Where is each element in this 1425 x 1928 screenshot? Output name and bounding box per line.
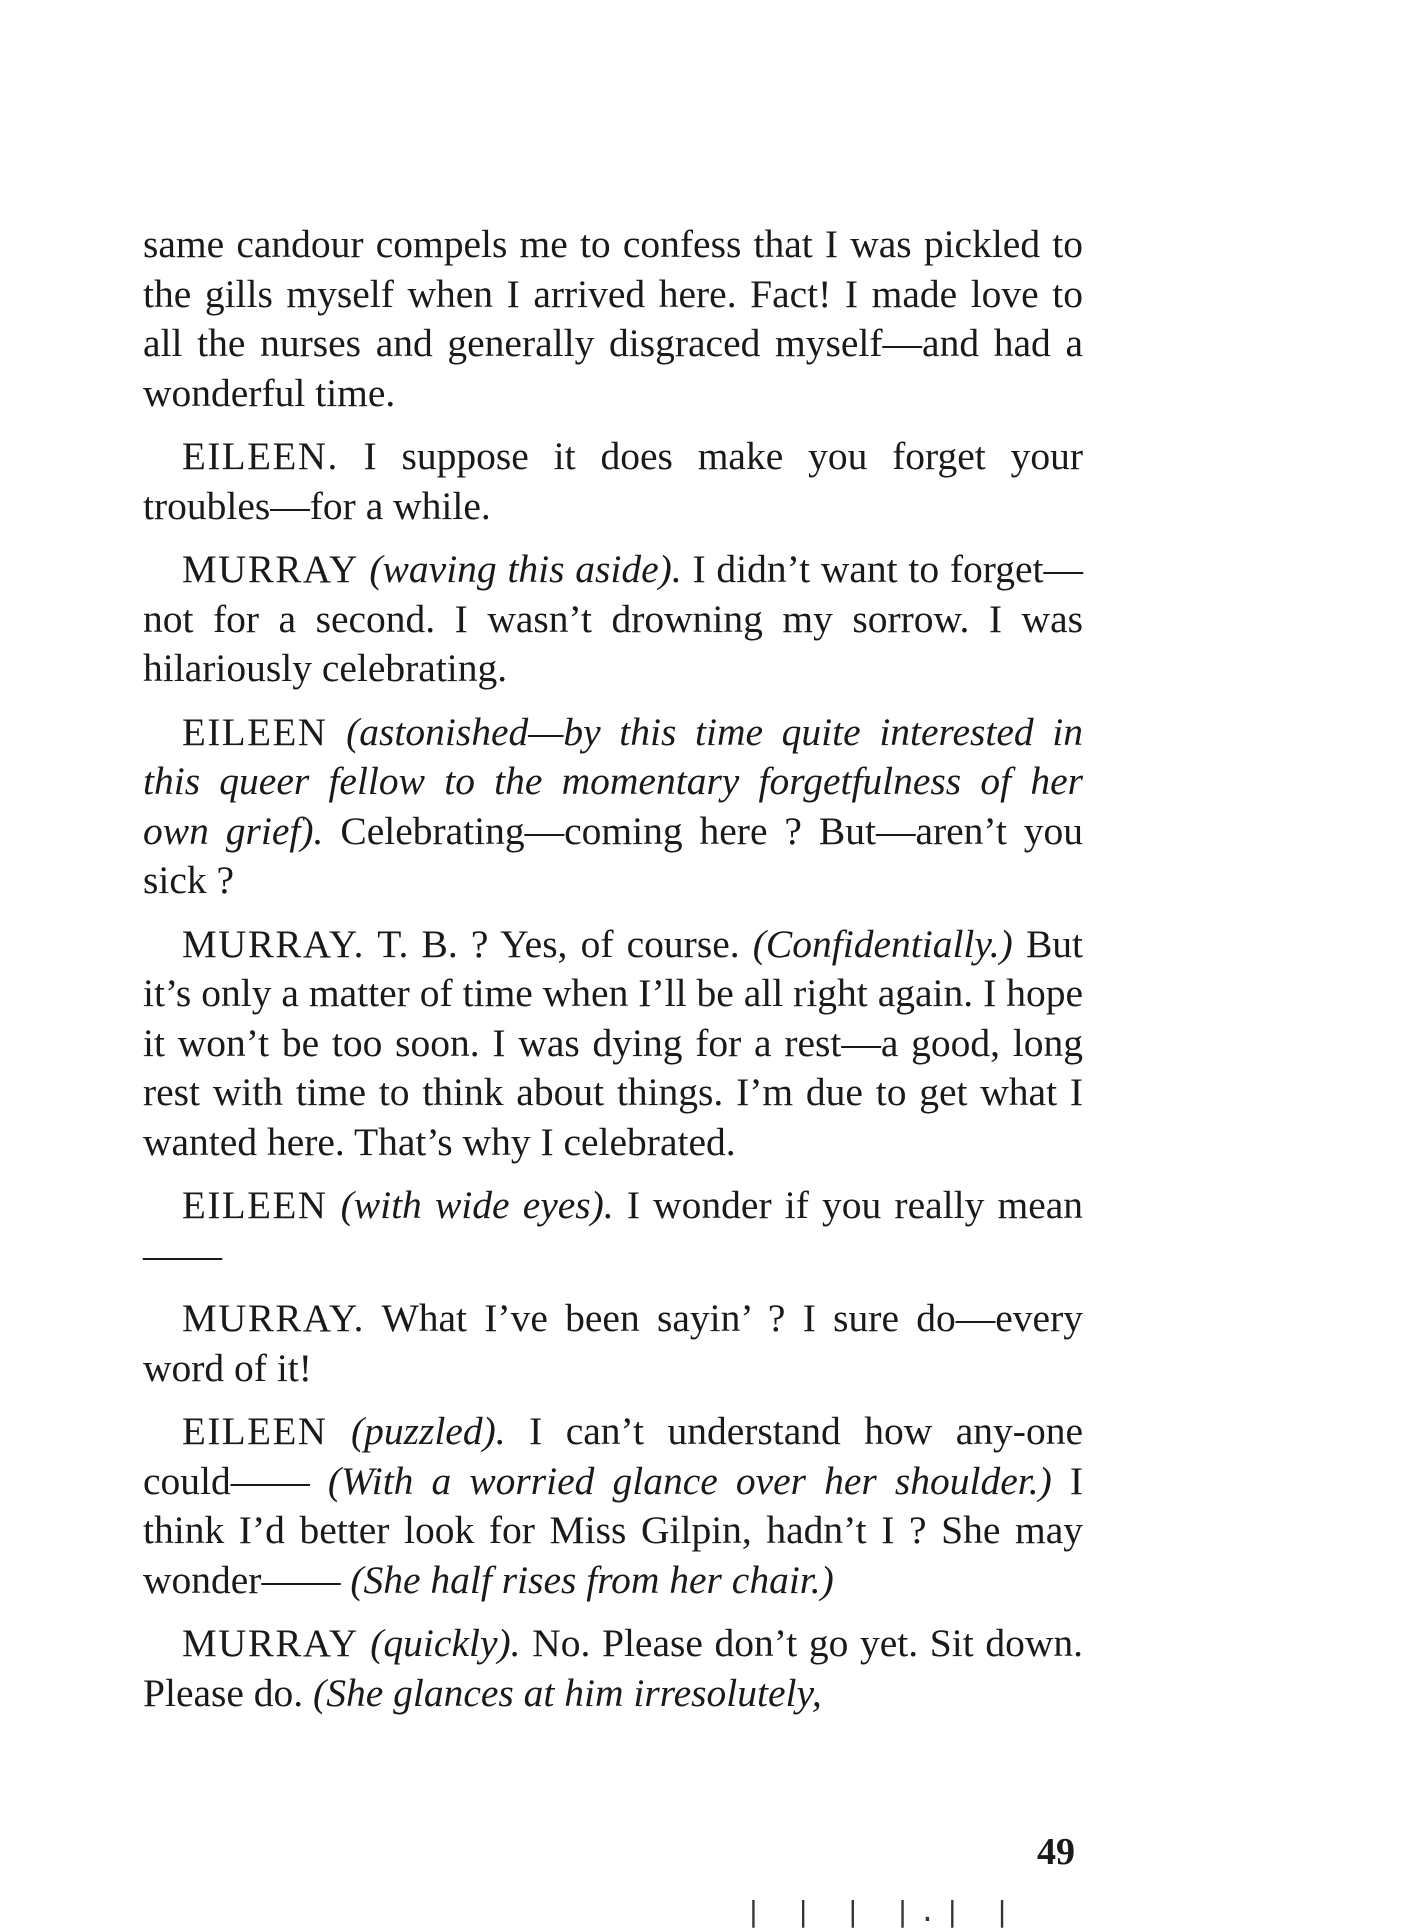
dialogue-line	[143, 545, 1083, 694]
speaker-name: EILEEN	[182, 1410, 328, 1453]
dialogue-line	[143, 432, 1083, 531]
dialogue-text: I wonder if you really mean——	[143, 1183, 1084, 1277]
dialogue-text: No. Please don’t go yet. Sit down. Please do.	[143, 1621, 1083, 1715]
stage-direction: (waving this aside).	[369, 547, 682, 591]
stage-direction: (Confidentially.)	[752, 921, 1013, 966]
stage-direction: (astonished—by this time quite interested in this queer fellow to the momentary forgetfulness of her own grief).	[143, 709, 1083, 853]
printer-marks: | | | |.| |	[745, 1895, 1019, 1928]
speaker-name: MURRAY.	[182, 1297, 365, 1340]
dialogue-text: Celebrating—coming here ? But—aren’t you sick ?	[143, 808, 1084, 902]
dialogue-line	[143, 920, 1083, 1168]
continuation-paragraph: same candour compels me to confess that I was pickled to the gills myself when I arrived here. Fact! I made love to all the nurses and generally disgraced myself—and had a wonderful time.	[143, 222, 1083, 415]
speaker-name: MURRAY	[182, 1622, 359, 1665]
speaker-name: MURRAY.	[182, 922, 365, 966]
dialogue-line	[143, 1181, 1083, 1280]
dialogue-text: I suppose it does make you forget your troubles—for a while.	[143, 434, 1084, 528]
speaker-name: EILEEN	[182, 1184, 328, 1227]
dialogue-text: But it’s only a matter of time when I’ll be all right again. I hope it won’t be too soon. I was dying for a rest—a good, long rest with time to think about things. I’m due to get what I wanted here. That’s why I celebrated.	[143, 921, 1084, 1164]
dialogue-line	[143, 1619, 1083, 1718]
stage-direction: (with wide eyes).	[340, 1183, 614, 1227]
stage-direction: (puzzled).	[350, 1409, 506, 1453]
page-number: 49	[1037, 1831, 1075, 1873]
dialogue-text: T. B. ? Yes, of course.	[377, 921, 740, 966]
dialogue-text: I can’t understand how any-one could——	[143, 1409, 1083, 1503]
page-body	[143, 220, 1083, 1732]
dialogue-line	[143, 1294, 1083, 1393]
dialogue-line	[143, 1407, 1083, 1605]
dialogue-text: I didn’t want to forget—not for a second. I wasn’t drowning my sorrow. I was hilariously celebrating.	[143, 547, 1084, 690]
speaker-name: EILEEN.	[182, 435, 339, 478]
stage-direction: (quickly).	[370, 1621, 521, 1665]
dialogue-line	[143, 708, 1083, 906]
stage-direction: (She half rises from her chair.)	[350, 1557, 834, 1602]
stage-direction: (She glances at him irresolutely,	[313, 1670, 822, 1715]
speaker-name: MURRAY	[182, 548, 359, 591]
dialogue-text: I think I’d better look for Miss Gilpin, hadn’t I ? She may wonder——	[143, 1458, 1083, 1602]
dialogue-text: What I’ve been sayin’ ? I sure do—every word of it!	[143, 1296, 1083, 1390]
stage-direction: (With a worried glance over her shoulder.)	[327, 1458, 1052, 1503]
speaker-name: EILEEN	[182, 710, 328, 754]
